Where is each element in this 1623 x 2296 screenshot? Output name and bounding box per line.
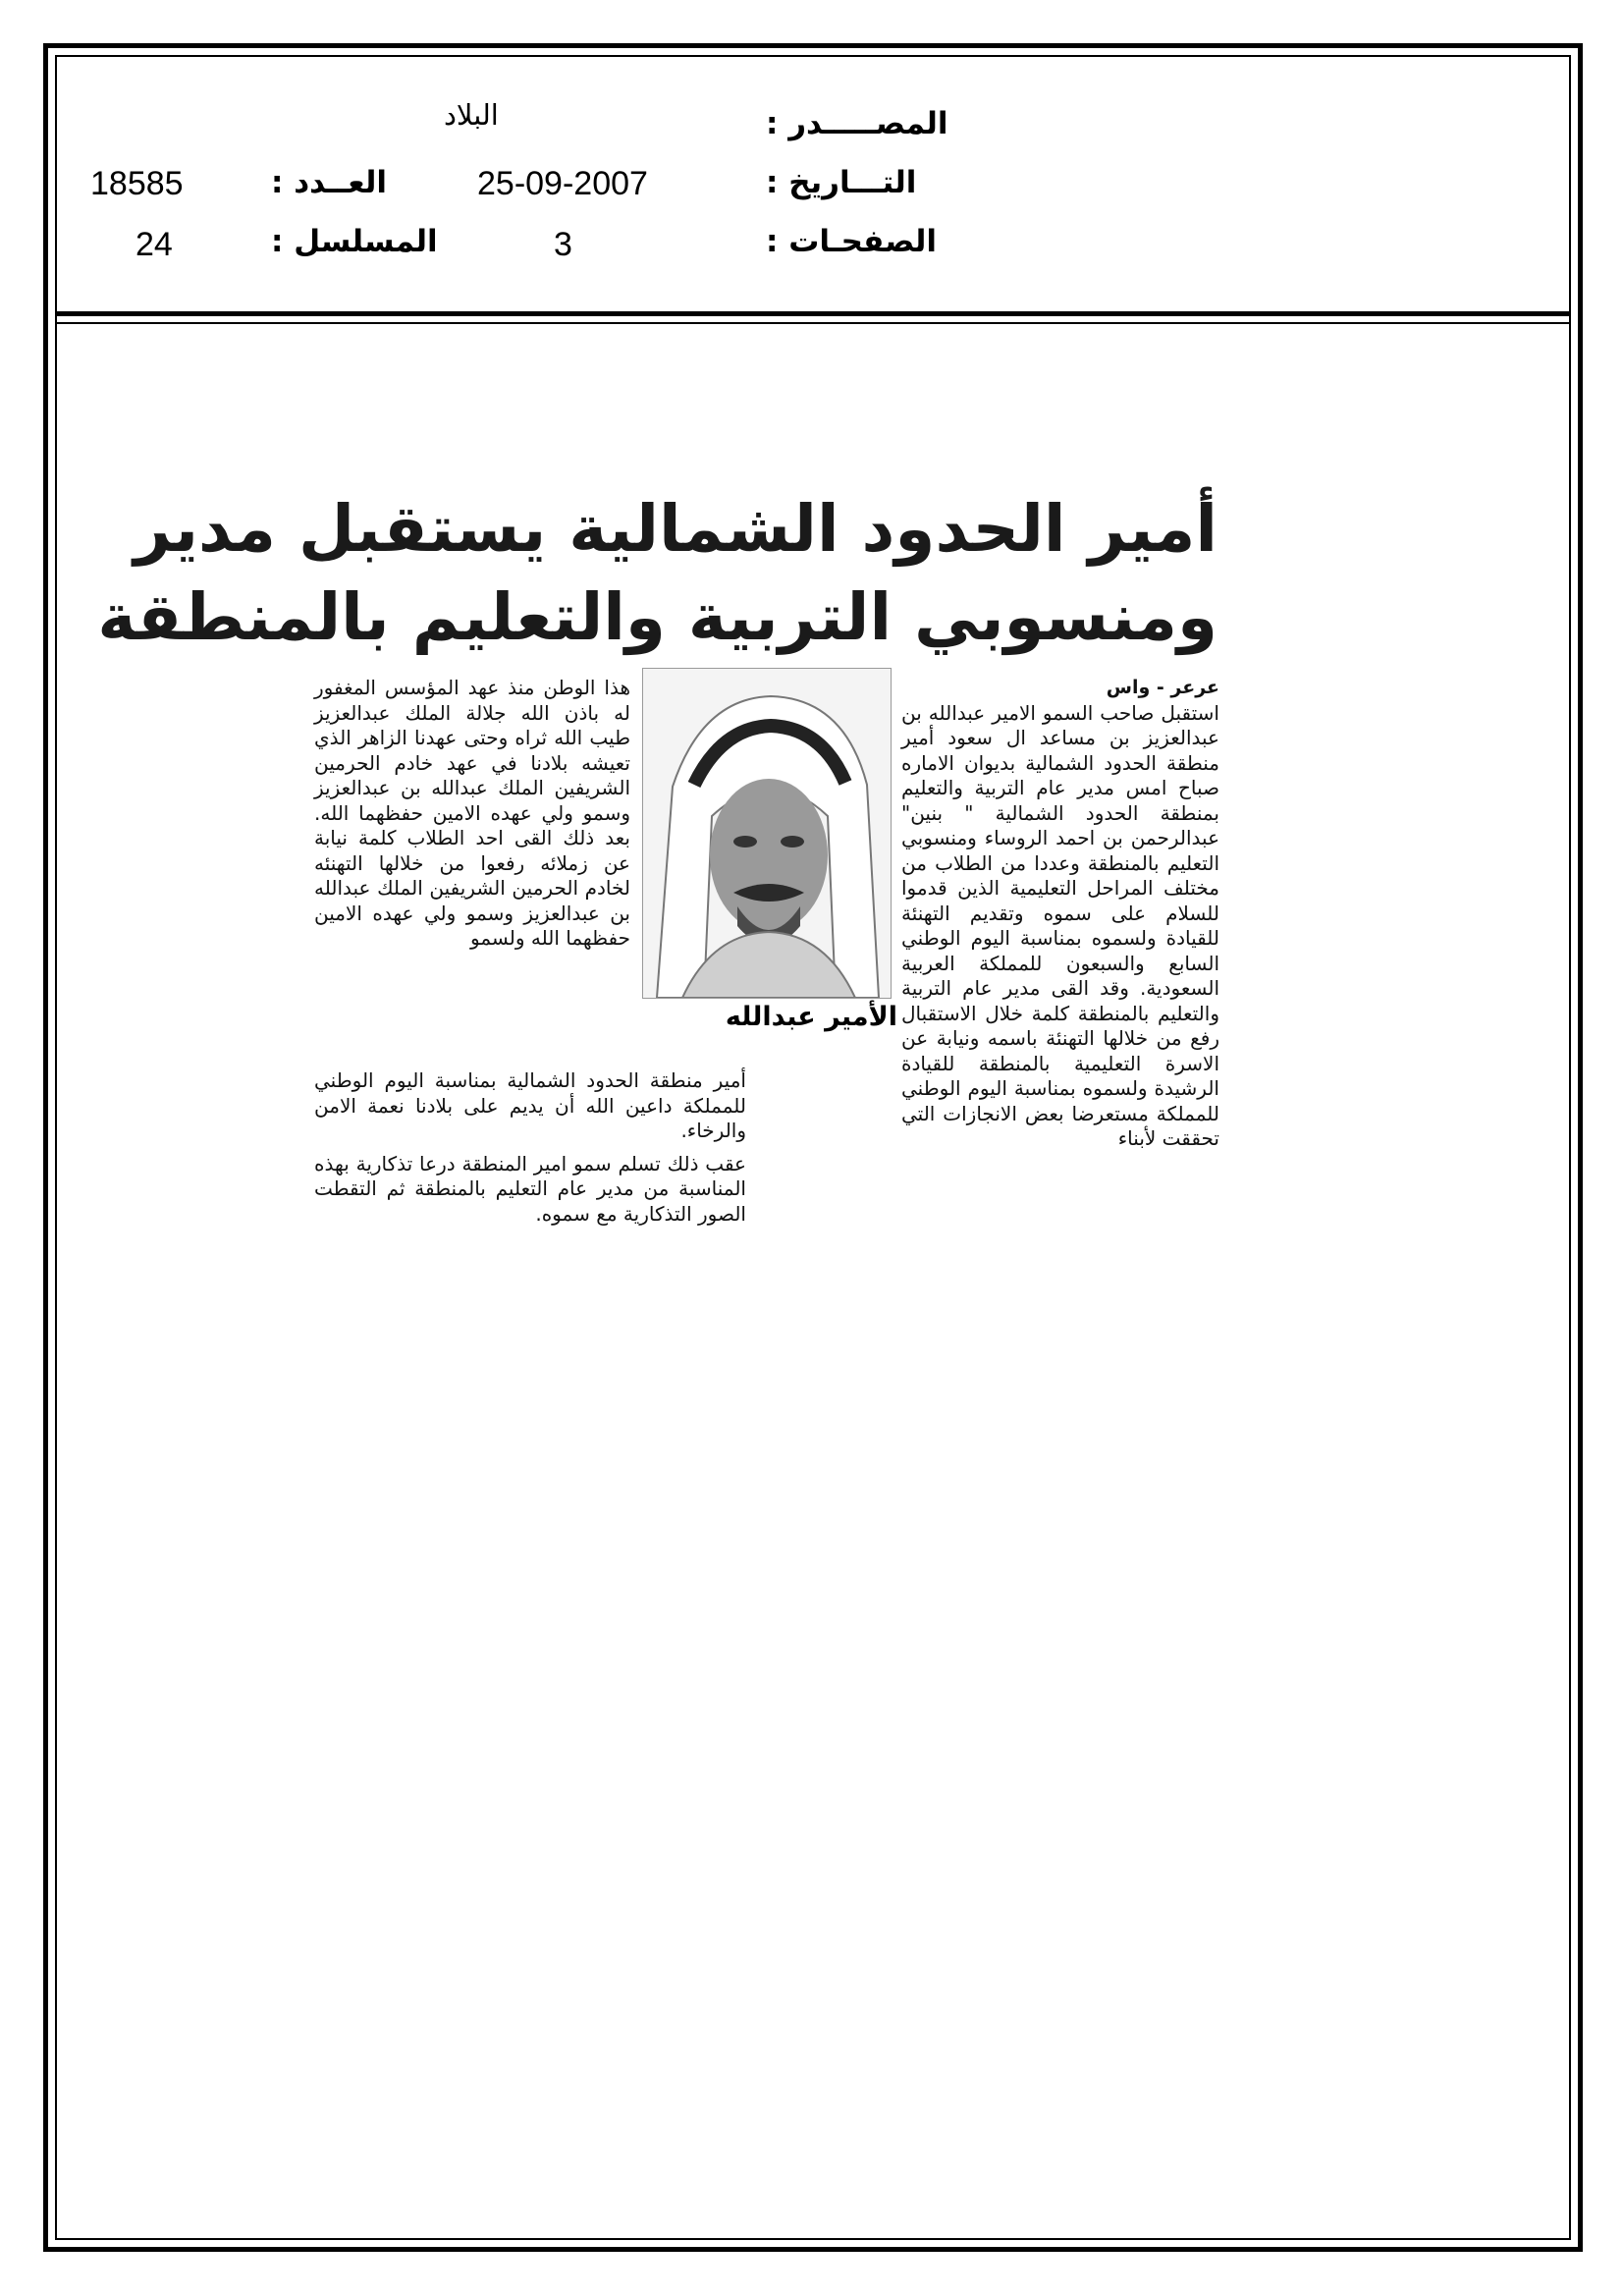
header-divider xyxy=(55,311,1571,316)
date-label: التـــاريخ : xyxy=(766,165,917,200)
pages-label: الصفحـات : xyxy=(766,224,938,259)
byline: عرعر - واس xyxy=(1106,677,1219,698)
article-body-left: هذا الوطن منذ عهد المؤسس المغفور له باذن الله جلالة الملك عبدالعزيز طيب الله ثراه وحتى عهدنا الزاهر الذي تعيشه بلادنا في عهد خادم الحرمين الشريفين الملك عبدالله بن عبدالعزيز وسمو ولي عهده الامين حفظهما الله. بعد ذلك القى احد الطلاب كلمة نيابة عن زملائه رفعوا من خلالها التهنئه لخادم الحرمين الشريفين الملك عبدالله بن عبدالعزيز وسمو ولي عهده الامين حفظهما الله ولسمو xyxy=(314,676,630,950)
article-closing-para-2: عقب ذلك تسلم سمو امير المنطقة درعا تذكارية بهذه المناسبة من مدير عام التعليم بالمنطقة ثم التقطت الصور التذكارية مع سموه. xyxy=(314,1151,746,1226)
portrait-image xyxy=(643,669,891,998)
headline-line-1: أمير الحدود الشمالية يستقبل مدير xyxy=(134,491,1217,567)
header-divider-thin xyxy=(55,322,1571,324)
headline-line-2: ومنسوبي التربية والتعليم بالمنطقة xyxy=(97,579,1217,655)
photo-caption: الأمير عبدالله xyxy=(725,1002,897,1032)
source-value: البلاد xyxy=(444,98,499,132)
pages-value: 3 xyxy=(554,226,572,263)
news-clipping xyxy=(97,491,1219,1316)
date-value: 25-09-2007 xyxy=(477,165,648,202)
issue-value: 18585 xyxy=(90,165,184,202)
article-column-left xyxy=(314,676,630,952)
source-label: المصـــــدر : xyxy=(766,106,948,141)
article-column-right xyxy=(901,676,1219,1304)
serial-label: المسلسل : xyxy=(271,224,438,259)
issue-label: العــدد : xyxy=(271,165,387,200)
article-closing xyxy=(314,1068,746,1227)
portrait-photo xyxy=(642,668,892,999)
article-closing-para-1: أمير منطقة الحدود الشمالية بمناسبة اليوم الوطني للمملكة داعين الله أن يديم على بلادنا نعمة الامن والرخاء. xyxy=(314,1068,746,1142)
serial-value: 24 xyxy=(135,226,173,263)
article-body-right: استقبل صاحب السمو الامير عبدالله بن عبدالعزيز بن مساعد ال سعود أمير منطقة الحدود الشمالية بديوان الاماره صباح امس مدير عام التربية والتعليم بمنطقة الحدود الشمالية " بنين" عبدالرحمن بن احمد الروساء ومنسوبي التعليم بالمنطقة وعددا من الطلاب من مختلف المراحل التعليمية الذين قدموا للسلام على سموه وتقديم التهنئة للقيادة ولسموه بمناسبة اليوم الوطني السابع والسبعون للمملكة العربية السعودية. وقد القى مدير عام التربية والتعليم بالمنطقة كلمة خلال الاستقبال رفع من خلالها التهنئة باسمه ونيابة عن الاسرة التعليمية بالمنطقة للقيادة الرشيدة ولسموه بمناسبة اليوم الوطني للمملكة مستعرضا بعض الانجازات التي تحققت لأبناء xyxy=(901,700,1219,1150)
